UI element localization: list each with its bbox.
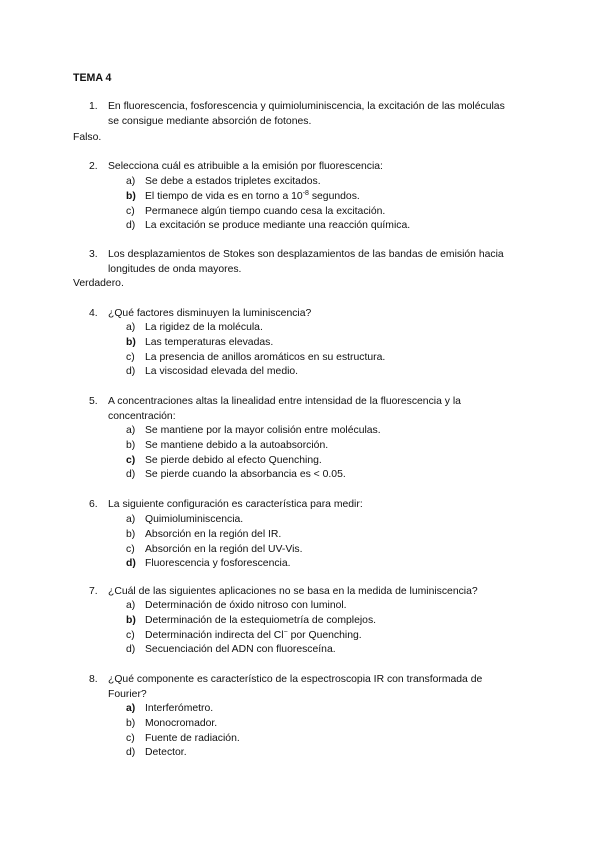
option-letter: a): [126, 425, 136, 436]
option-letter: b): [126, 337, 136, 348]
option-text: Se pierde debido al efecto Quenching.: [145, 455, 322, 466]
option-letter: d): [126, 469, 136, 480]
question-text: ¿Cuál de las siguientes aplicaciones no se basa en la medida de luminiscencia?: [108, 586, 478, 597]
option-text: Absorción en la región del IR.: [145, 529, 282, 540]
question-number: 4.: [89, 308, 98, 319]
option-b: [0, 528, 600, 543]
option-text: Fluorescencia y fosforescencia.: [145, 558, 291, 569]
option-c: [0, 351, 600, 366]
option-letter: d): [126, 747, 136, 758]
option-letter: a): [126, 600, 136, 611]
option-d: [0, 746, 600, 761]
option-letter: c): [126, 455, 136, 466]
question-text: A concentraciones altas la linealidad entre intensidad de la fluorescencia y la concentración:: [108, 396, 461, 422]
option-letter: d): [126, 220, 136, 231]
option-text: Permanece algún tiempo cuando cesa la excitación.: [145, 206, 386, 217]
option-a: [0, 702, 600, 717]
option-c: [0, 543, 600, 558]
question-text: ¿Qué factores disminuyen la luminiscencia?: [108, 308, 312, 319]
option-text: Se mantiene por la mayor colisión entre moléculas.: [145, 425, 381, 436]
page-title: TEMA 4: [73, 72, 112, 84]
option-text: Secuenciación del ADN con fluoresceína.: [145, 644, 336, 655]
option-a: [0, 175, 600, 190]
option-letter: a): [126, 322, 136, 333]
option-a: [0, 321, 600, 336]
option-letter: d): [126, 366, 136, 377]
question-text: Los desplazamientos de Stokes son desplazamientos de las bandas de emisión hacia longitudes de onda mayores.: [108, 249, 504, 275]
question-text: En fluorescencia, fosforescencia y quimioluminiscencia, la excitación de las moléculas se consigue mediante absorción de fotones.: [108, 101, 505, 127]
option-text: Detector.: [145, 747, 187, 758]
option-letter: a): [126, 514, 136, 525]
option-text: Determinación de óxido nitroso con luminol.: [145, 600, 347, 611]
option-b: [0, 614, 600, 629]
option-a: [0, 424, 600, 439]
option-text: Las temperaturas elevadas.: [145, 337, 274, 348]
option-letter: c): [126, 352, 135, 363]
option-b: [0, 439, 600, 454]
option-text: Determinación indirecta del Cl− por Quenching.: [145, 629, 362, 641]
option-a: [0, 513, 600, 528]
question-number: 3.: [89, 249, 98, 260]
option-text: La excitación se produce mediante una reacción química.: [145, 220, 411, 231]
option-letter: d): [126, 644, 136, 655]
option-letter: b): [126, 191, 136, 202]
question-number: 5.: [89, 396, 98, 407]
option-c: [0, 732, 600, 747]
option-d: [0, 557, 600, 572]
question-number: 7.: [89, 586, 98, 597]
superscript: -8: [302, 190, 309, 197]
option-text: Se pierde cuando la absorbancia es < 0.05.: [145, 469, 346, 480]
option-letter: c): [126, 733, 135, 744]
question-text: Selecciona cuál es atribuible a la emisión por fluorescencia:: [108, 161, 383, 172]
option-letter: a): [126, 703, 136, 714]
option-a: [0, 599, 600, 614]
question-number: 2.: [89, 161, 98, 172]
option-text: Determinación de la estequiometría de complejos.: [145, 615, 377, 626]
question-number: 8.: [89, 674, 98, 685]
option-letter: b): [126, 718, 136, 729]
option-text: Absorción en la región del UV-Vis.: [145, 544, 303, 555]
option-d: [0, 219, 600, 234]
option-b: [0, 717, 600, 732]
option-b: [0, 190, 600, 205]
question-text: ¿Qué componente es característico de la espectroscopia IR con transformada de Fourier?: [108, 674, 483, 700]
answer-text: Verdadero.: [73, 278, 124, 289]
option-text: Se debe a estados tripletes excitados.: [145, 176, 321, 187]
option-letter: c): [126, 206, 135, 217]
option-d: [0, 468, 600, 483]
option-text: La viscosidad elevada del medio.: [145, 366, 299, 377]
option-text: La presencia de anillos aromáticos en su estructura.: [145, 352, 386, 363]
option-text: Se mantiene debido a la autoabsorción.: [145, 440, 329, 451]
option-letter: b): [126, 440, 136, 451]
option-text: Quimioluminiscencia.: [145, 514, 244, 525]
option-c: [0, 454, 600, 469]
option-d: [0, 365, 600, 380]
option-text: Monocromador.: [145, 718, 218, 729]
option-text: Interferómetro.: [145, 703, 214, 714]
option-c: [0, 629, 600, 644]
superscript: −: [283, 629, 288, 636]
option-letter: a): [126, 176, 136, 187]
option-letter: c): [126, 630, 135, 641]
option-d: [0, 643, 600, 658]
option-b: [0, 336, 600, 351]
option-letter: b): [126, 529, 136, 540]
option-letter: b): [126, 615, 136, 626]
answer-text: Falso.: [73, 132, 102, 143]
option-letter: d): [126, 558, 136, 569]
option-text: La rigidez de la molécula.: [145, 322, 263, 333]
question-number: 6.: [89, 499, 98, 510]
question-text: La siguiente configuración es característica para medir:: [108, 499, 363, 510]
option-letter: c): [126, 544, 135, 555]
option-text: Fuente de radiación.: [145, 733, 240, 744]
option-text: El tiempo de vida es en torno a $10^{-8}$ segundos.: [145, 190, 360, 202]
question-number: 1.: [89, 101, 98, 112]
option-c: [0, 205, 600, 220]
